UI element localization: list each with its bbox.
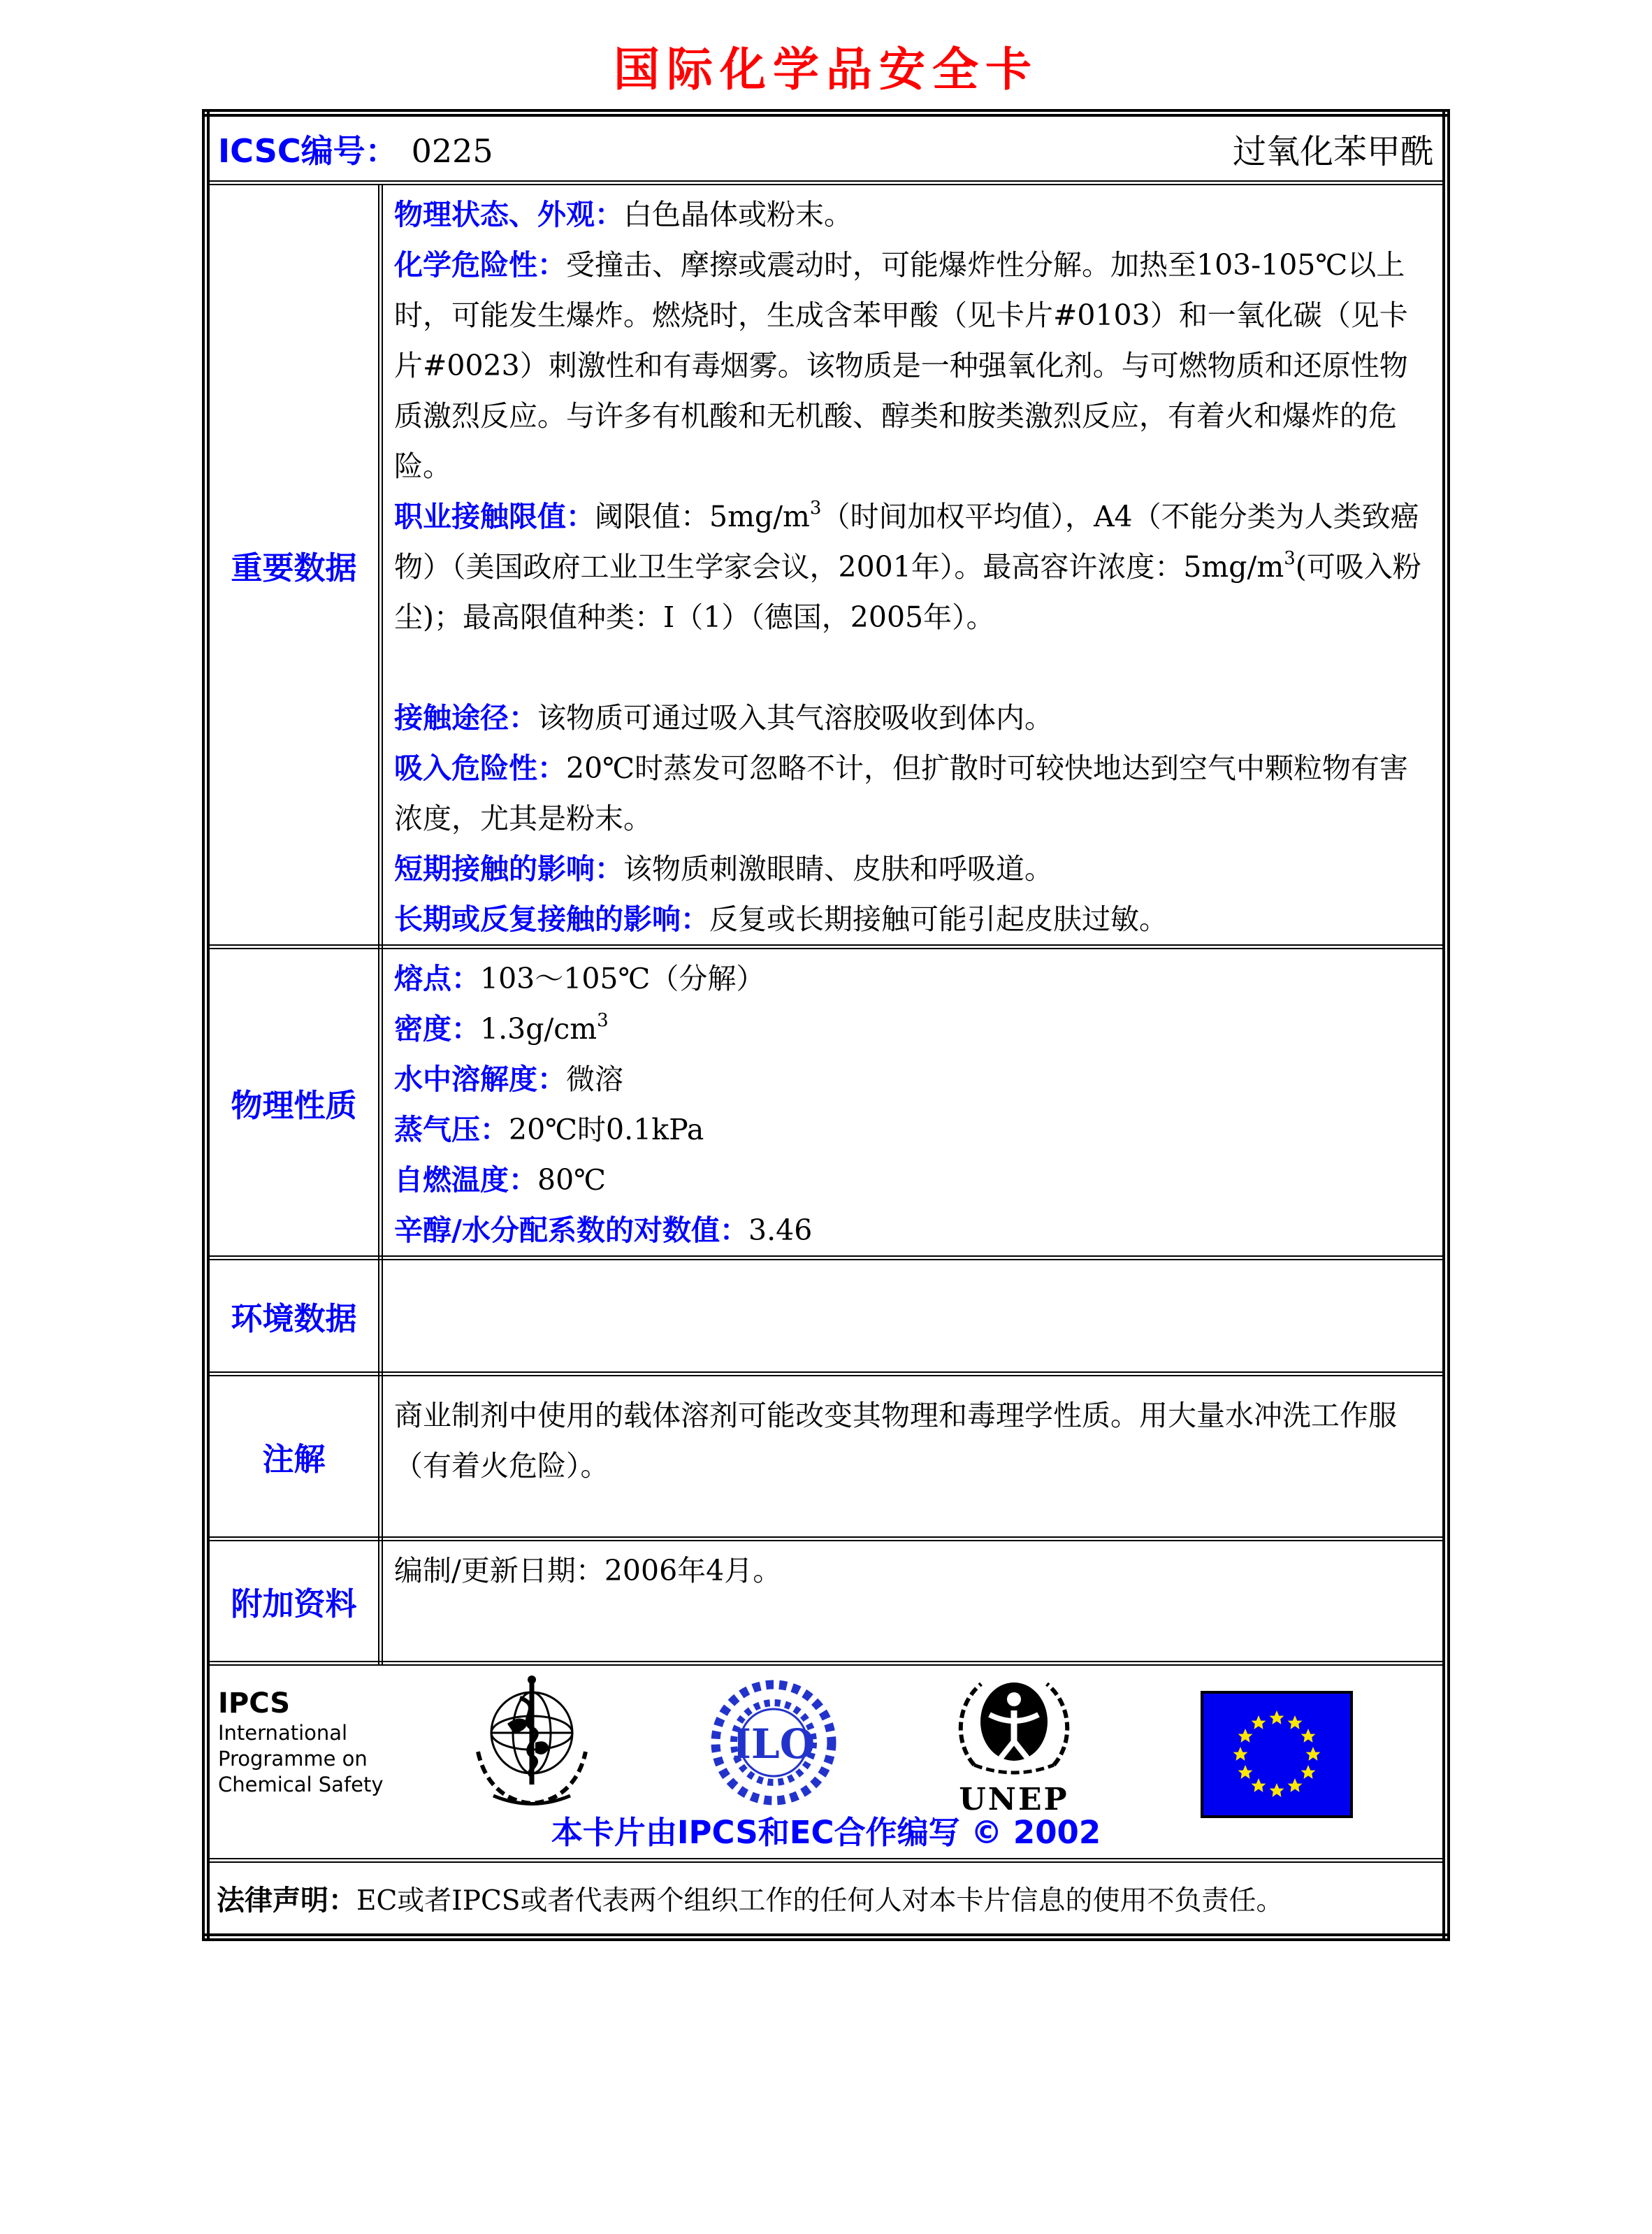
ipcs-line-1: International bbox=[218, 1721, 348, 1745]
field-label: 蒸气压： bbox=[394, 1113, 509, 1146]
field-label: 密度： bbox=[394, 1012, 480, 1046]
ilo-logo-icon bbox=[707, 1671, 840, 1815]
ipcs-acronym: IPCS bbox=[218, 1687, 291, 1720]
field-label: 吸入危险性： bbox=[394, 751, 566, 785]
section-label-environmental-data: 环境数据 bbox=[206, 1258, 381, 1374]
page-title: 国际化学品安全卡 bbox=[614, 43, 1038, 96]
copyright-text: © 2002 bbox=[971, 1814, 1101, 1851]
unep-logo-icon bbox=[948, 1671, 1080, 1778]
field-vapour-pressure bbox=[394, 1104, 1430, 1155]
section-label-notes: 注解 bbox=[206, 1374, 381, 1539]
logos-row bbox=[206, 1664, 1447, 1861]
unep-logo bbox=[948, 1671, 1080, 1817]
section-important-data bbox=[206, 183, 1447, 947]
section-notes bbox=[206, 1374, 1447, 1539]
legal-notice-text: EC或者IPCS或者代表两个组织工作的任何人对本卡片信息的使用不负责任。 bbox=[356, 1885, 1284, 1917]
field-solubility-in-water bbox=[394, 1054, 1430, 1104]
field-value: 103～105℃（分解） bbox=[480, 962, 765, 995]
icsc-number-label: ICSC编号： bbox=[218, 131, 398, 170]
field-value: 微溶 bbox=[566, 1062, 623, 1096]
card-header-row bbox=[206, 113, 1447, 183]
additional-information-content bbox=[394, 1545, 1430, 1596]
blank-line bbox=[394, 642, 1430, 693]
field-label: 辛醇/水分配系数的对数值： bbox=[394, 1213, 748, 1247]
legal-notice-label: 法律声明： bbox=[217, 1885, 356, 1917]
field-value: （时间加权平均值），A4（不能分类为人类致癌物）（美国政府工业卫生学家会议，2001年）。最高容许浓度：5mg/m bbox=[394, 500, 1419, 584]
field-value: 反复或长期接触可能引起皮肤过敏。 bbox=[709, 902, 1168, 936]
field-label: 物理状态、外观： bbox=[394, 198, 623, 231]
chemical-name: 过氧化苯甲酰 bbox=[1232, 132, 1434, 171]
field-value: 20℃时蒸发可忽略不计，但扩散时可较快地达到空气中颗粒物有害浓度，尤其是粉末。 bbox=[394, 751, 1409, 835]
section-label-additional-information: 附加资料 bbox=[206, 1539, 381, 1664]
field-long-term-effects bbox=[394, 894, 1430, 944]
section-label-physical-properties: 物理性质 bbox=[206, 947, 381, 1258]
field-auto-ignition-temperature bbox=[394, 1155, 1430, 1205]
superscript: 3 bbox=[1284, 548, 1296, 569]
field-value: 1.3g/cm bbox=[480, 1012, 597, 1046]
field-physical-state bbox=[394, 189, 1430, 240]
field-value: 80℃ bbox=[537, 1163, 607, 1197]
field-label: 职业接触限值： bbox=[394, 500, 595, 533]
field-value: 受撞击、摩擦或震动时，可能爆炸性分解。加热至103-105℃以上时，可能发生爆炸。燃烧时，生成含苯甲酸（见卡片#0103）和一氧化碳（见卡片#0023）刺激性和有毒烟雾。该物质是一种强氧化剂。与可燃物质和还原性物质激烈反应。与许多有机酸和无机酸、醇类和胺类激烈反应，有着火和爆炸的危险。 bbox=[394, 248, 1408, 483]
field-value: 编制/更新日期：2006年4月。 bbox=[394, 1554, 782, 1587]
field-occupational-exposure-limits bbox=[394, 491, 1430, 642]
who-logo-icon bbox=[465, 1671, 598, 1815]
notes-content bbox=[394, 1381, 1430, 1491]
field-label: 长期或反复接触的影响： bbox=[394, 902, 709, 936]
icsc-card bbox=[202, 109, 1450, 1941]
field-label: 自燃温度： bbox=[394, 1163, 537, 1197]
field-value: 该物质可通过吸入其气溶胶吸收到体内。 bbox=[537, 701, 1053, 735]
icsc-number-group bbox=[218, 126, 493, 172]
field-inhalation-risk bbox=[394, 743, 1430, 844]
eu-flag-icon bbox=[1201, 1691, 1353, 1818]
field-octanol-water-partition bbox=[394, 1205, 1430, 1255]
card-header bbox=[218, 124, 1434, 173]
credit-text: 本卡片由IPCS和EC合作编写 bbox=[551, 1814, 960, 1851]
ipcs-line-3: Chemical Safety bbox=[218, 1773, 384, 1796]
section-label-important-data: 重要数据 bbox=[206, 183, 381, 947]
field-value: 白色晶体或粉末。 bbox=[623, 198, 853, 231]
field-label: 化学危险性： bbox=[394, 248, 566, 282]
field-label: 短期接触的影响： bbox=[394, 852, 623, 886]
field-melting-point bbox=[394, 953, 1430, 1004]
section-additional-information bbox=[206, 1539, 1447, 1664]
icsc-number-value: 0225 bbox=[411, 131, 493, 170]
superscript: 3 bbox=[809, 498, 822, 519]
field-value: 商业制剂中使用的载体溶剂可能改变其物理和毒理学性质。用大量水冲洗工作服（有着火危险）。 bbox=[394, 1399, 1397, 1483]
unep-logo-text: UNEP bbox=[959, 1782, 1069, 1817]
field-value: 3.46 bbox=[748, 1213, 813, 1247]
credit-line bbox=[210, 1807, 1442, 1852]
field-label: 水中溶解度： bbox=[394, 1062, 566, 1096]
field-short-term-effects bbox=[394, 844, 1430, 894]
legal-row bbox=[206, 1861, 1447, 1938]
field-value: 该物质刺激眼睛、皮肤和呼吸道。 bbox=[623, 852, 1053, 886]
ipcs-line-2: Programme on bbox=[218, 1747, 368, 1771]
field-value: 20℃时0.1kPa bbox=[509, 1113, 704, 1146]
ilo-logo-text: ILO bbox=[732, 1720, 816, 1768]
field-label: 接触途径： bbox=[394, 701, 537, 735]
section-physical-properties bbox=[206, 947, 1447, 1258]
field-label: 熔点： bbox=[394, 962, 480, 995]
ipcs-text-block bbox=[218, 1687, 384, 1798]
field-routes-of-exposure bbox=[394, 693, 1430, 743]
field-value: (可吸入粉尘)；最高限值种类：I（1）（德国，2005年）。 bbox=[394, 550, 1421, 634]
field-value: 阈限值：5mg/m bbox=[595, 500, 810, 533]
superscript: 3 bbox=[597, 1010, 609, 1031]
section-environmental-data bbox=[206, 1258, 1447, 1374]
field-density bbox=[394, 1004, 1430, 1054]
field-chemical-dangers bbox=[394, 240, 1430, 491]
